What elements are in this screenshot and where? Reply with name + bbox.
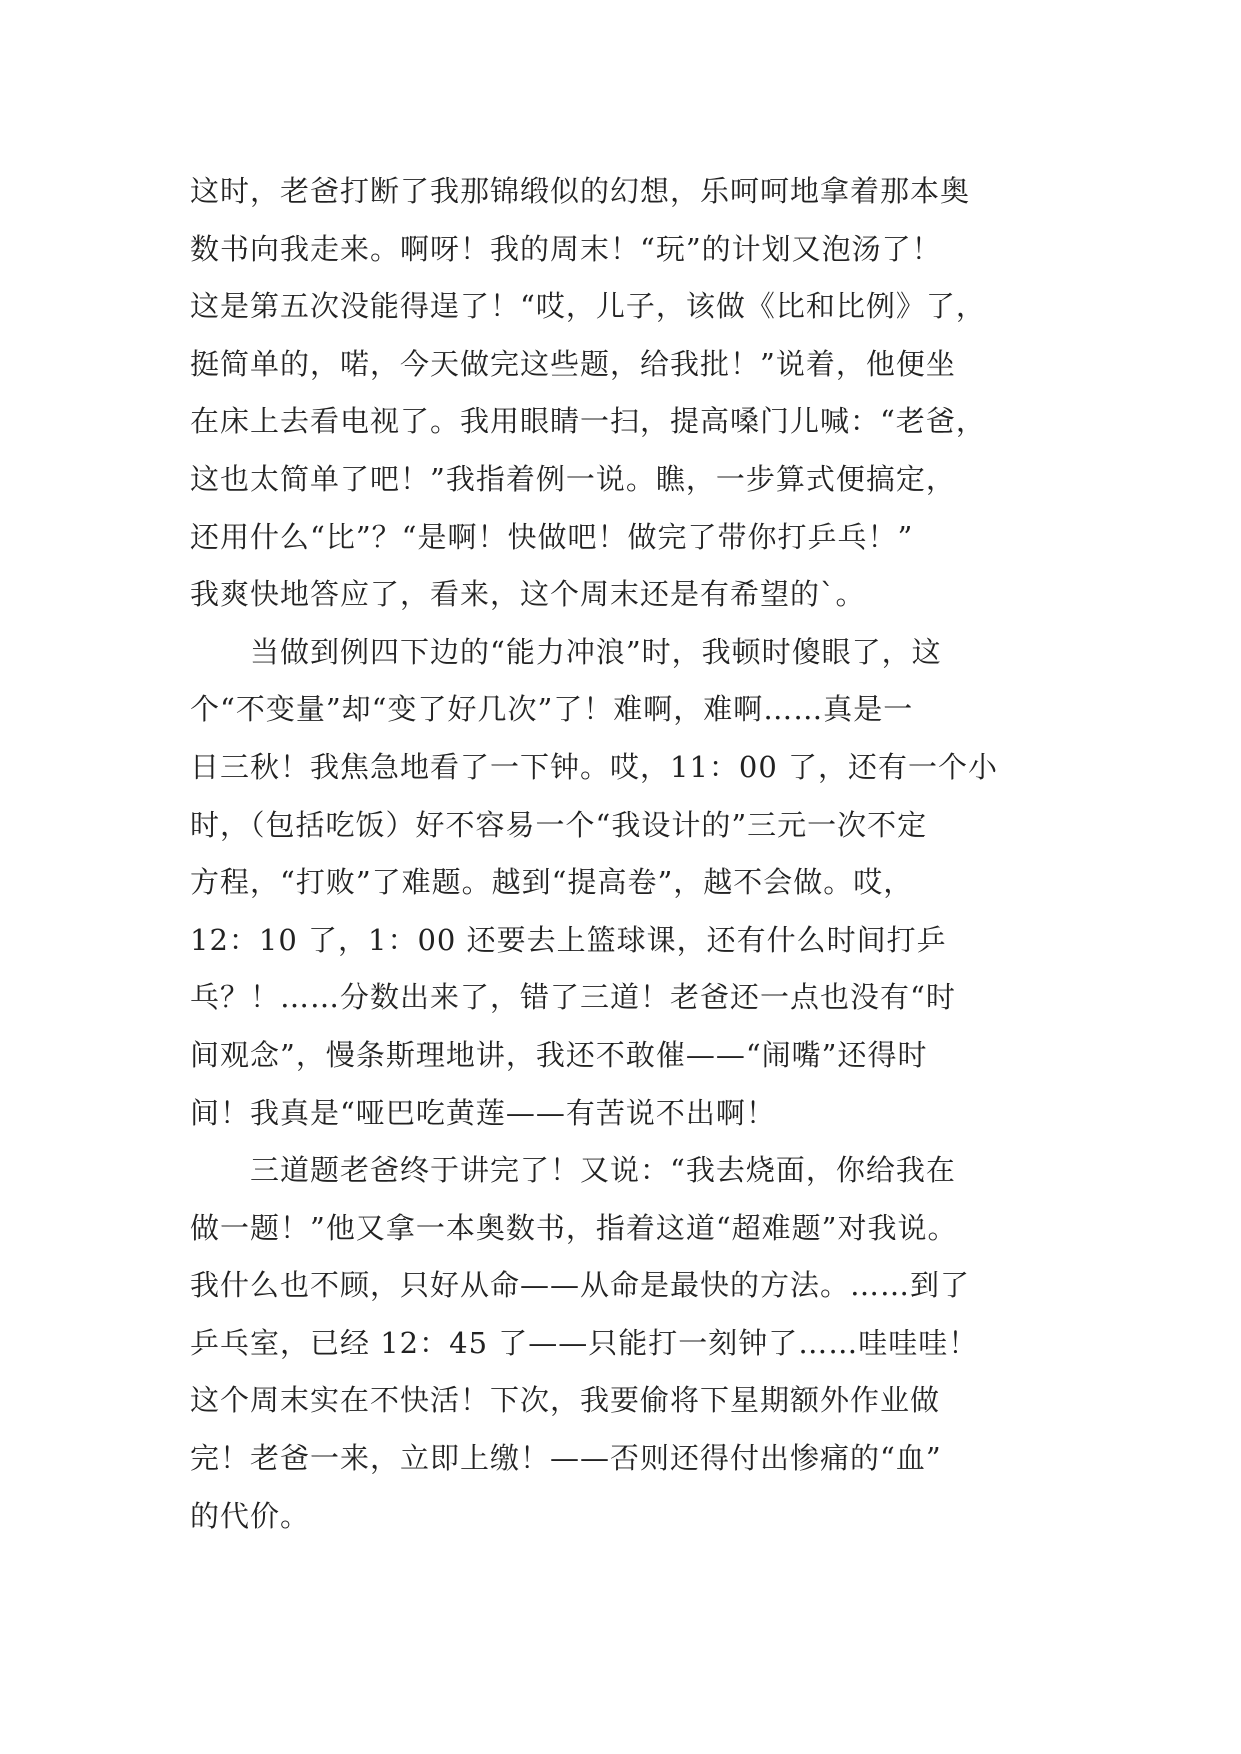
text-line: 间！我真是“哑巴吃黄莲——有苦说不出啊！ bbox=[190, 1095, 776, 1130]
text-line: 我爽快地答应了，看来，这个周末还是有希望的`。 bbox=[190, 577, 866, 612]
text-line: 乓？！……分数出来了，错了三道！老爸还一点也没有“时 bbox=[190, 980, 956, 1015]
text-line: 完！老爸一来，立即上缴！——否则还得付出惨痛的“血” bbox=[190, 1441, 942, 1476]
text-line: 这个周末实在不快活！下次，我要偷将下星期额外作业做 bbox=[190, 1383, 941, 1418]
text-line: 在床上去看电视了。我用眼睛一扫，提高嗓门儿喊：“老爸， bbox=[190, 404, 986, 439]
text-line: 日三秋！我焦急地看了一下钟。哎，11：00 了，还有一个小 bbox=[190, 749, 999, 784]
text-line: 我什么也不顾，只好从命——从命是最快的方法。……到了 bbox=[190, 1268, 971, 1303]
essay-body bbox=[190, 163, 1070, 1545]
text-line: 这时，老爸打断了我那锦缎似的幻想，乐呵呵地拿着那本奥 bbox=[190, 174, 971, 208]
text-line: 数书向我走来。啊呀！我的周末！“玩”的计划又泡汤了！ bbox=[190, 231, 942, 266]
text-line: 还用什么“比”？“是啊！快做吧！做完了带你打乒乓！” bbox=[190, 519, 914, 554]
text-line: 时，（包括吃饭）好不容易一个“我设计的”三元一次不定 bbox=[190, 807, 928, 842]
text-line: 这是第五次没能得逞了！“哎，儿子，该做《比和比例》了， bbox=[190, 289, 986, 324]
text-line: 方程，“打败”了难题。越到“提高卷”，越不会做。哎， bbox=[190, 865, 914, 900]
text-line: 挺简单的，喏，今天做完这些题，给我批！”说着，他便坐 bbox=[190, 346, 956, 381]
text-line: 个“不变量”却“变了好几次”了！难啊，难啊……真是一 bbox=[190, 692, 914, 727]
text-line: 当做到例四下边的“能力冲浪”时，我顿时傻眼了，这 bbox=[190, 634, 942, 669]
text-line: 12：10 了，1：00 还要去上篮球课，还有什么时间打乒 bbox=[190, 922, 947, 957]
text-line: 三道题老爸终于讲完了！又说：“我去烧面，你给我在 bbox=[190, 1153, 956, 1188]
text-line: 这也太简单了吧！”我指着例一说。瞧，一步算式便搞定， bbox=[190, 461, 956, 496]
text-line: 的代价。 bbox=[190, 1498, 311, 1533]
text-line: 乒乓室，已经 12：45 了——只能打一刻钟了……哇哇哇！ bbox=[190, 1325, 979, 1360]
text-line: 间观念”，慢条斯理地讲，我还不敢催——“闹嘴”还得时 bbox=[190, 1037, 928, 1072]
text-line: 做一题！”他又拿一本奥数书，指着这道“超难题”对我说。 bbox=[190, 1210, 958, 1245]
